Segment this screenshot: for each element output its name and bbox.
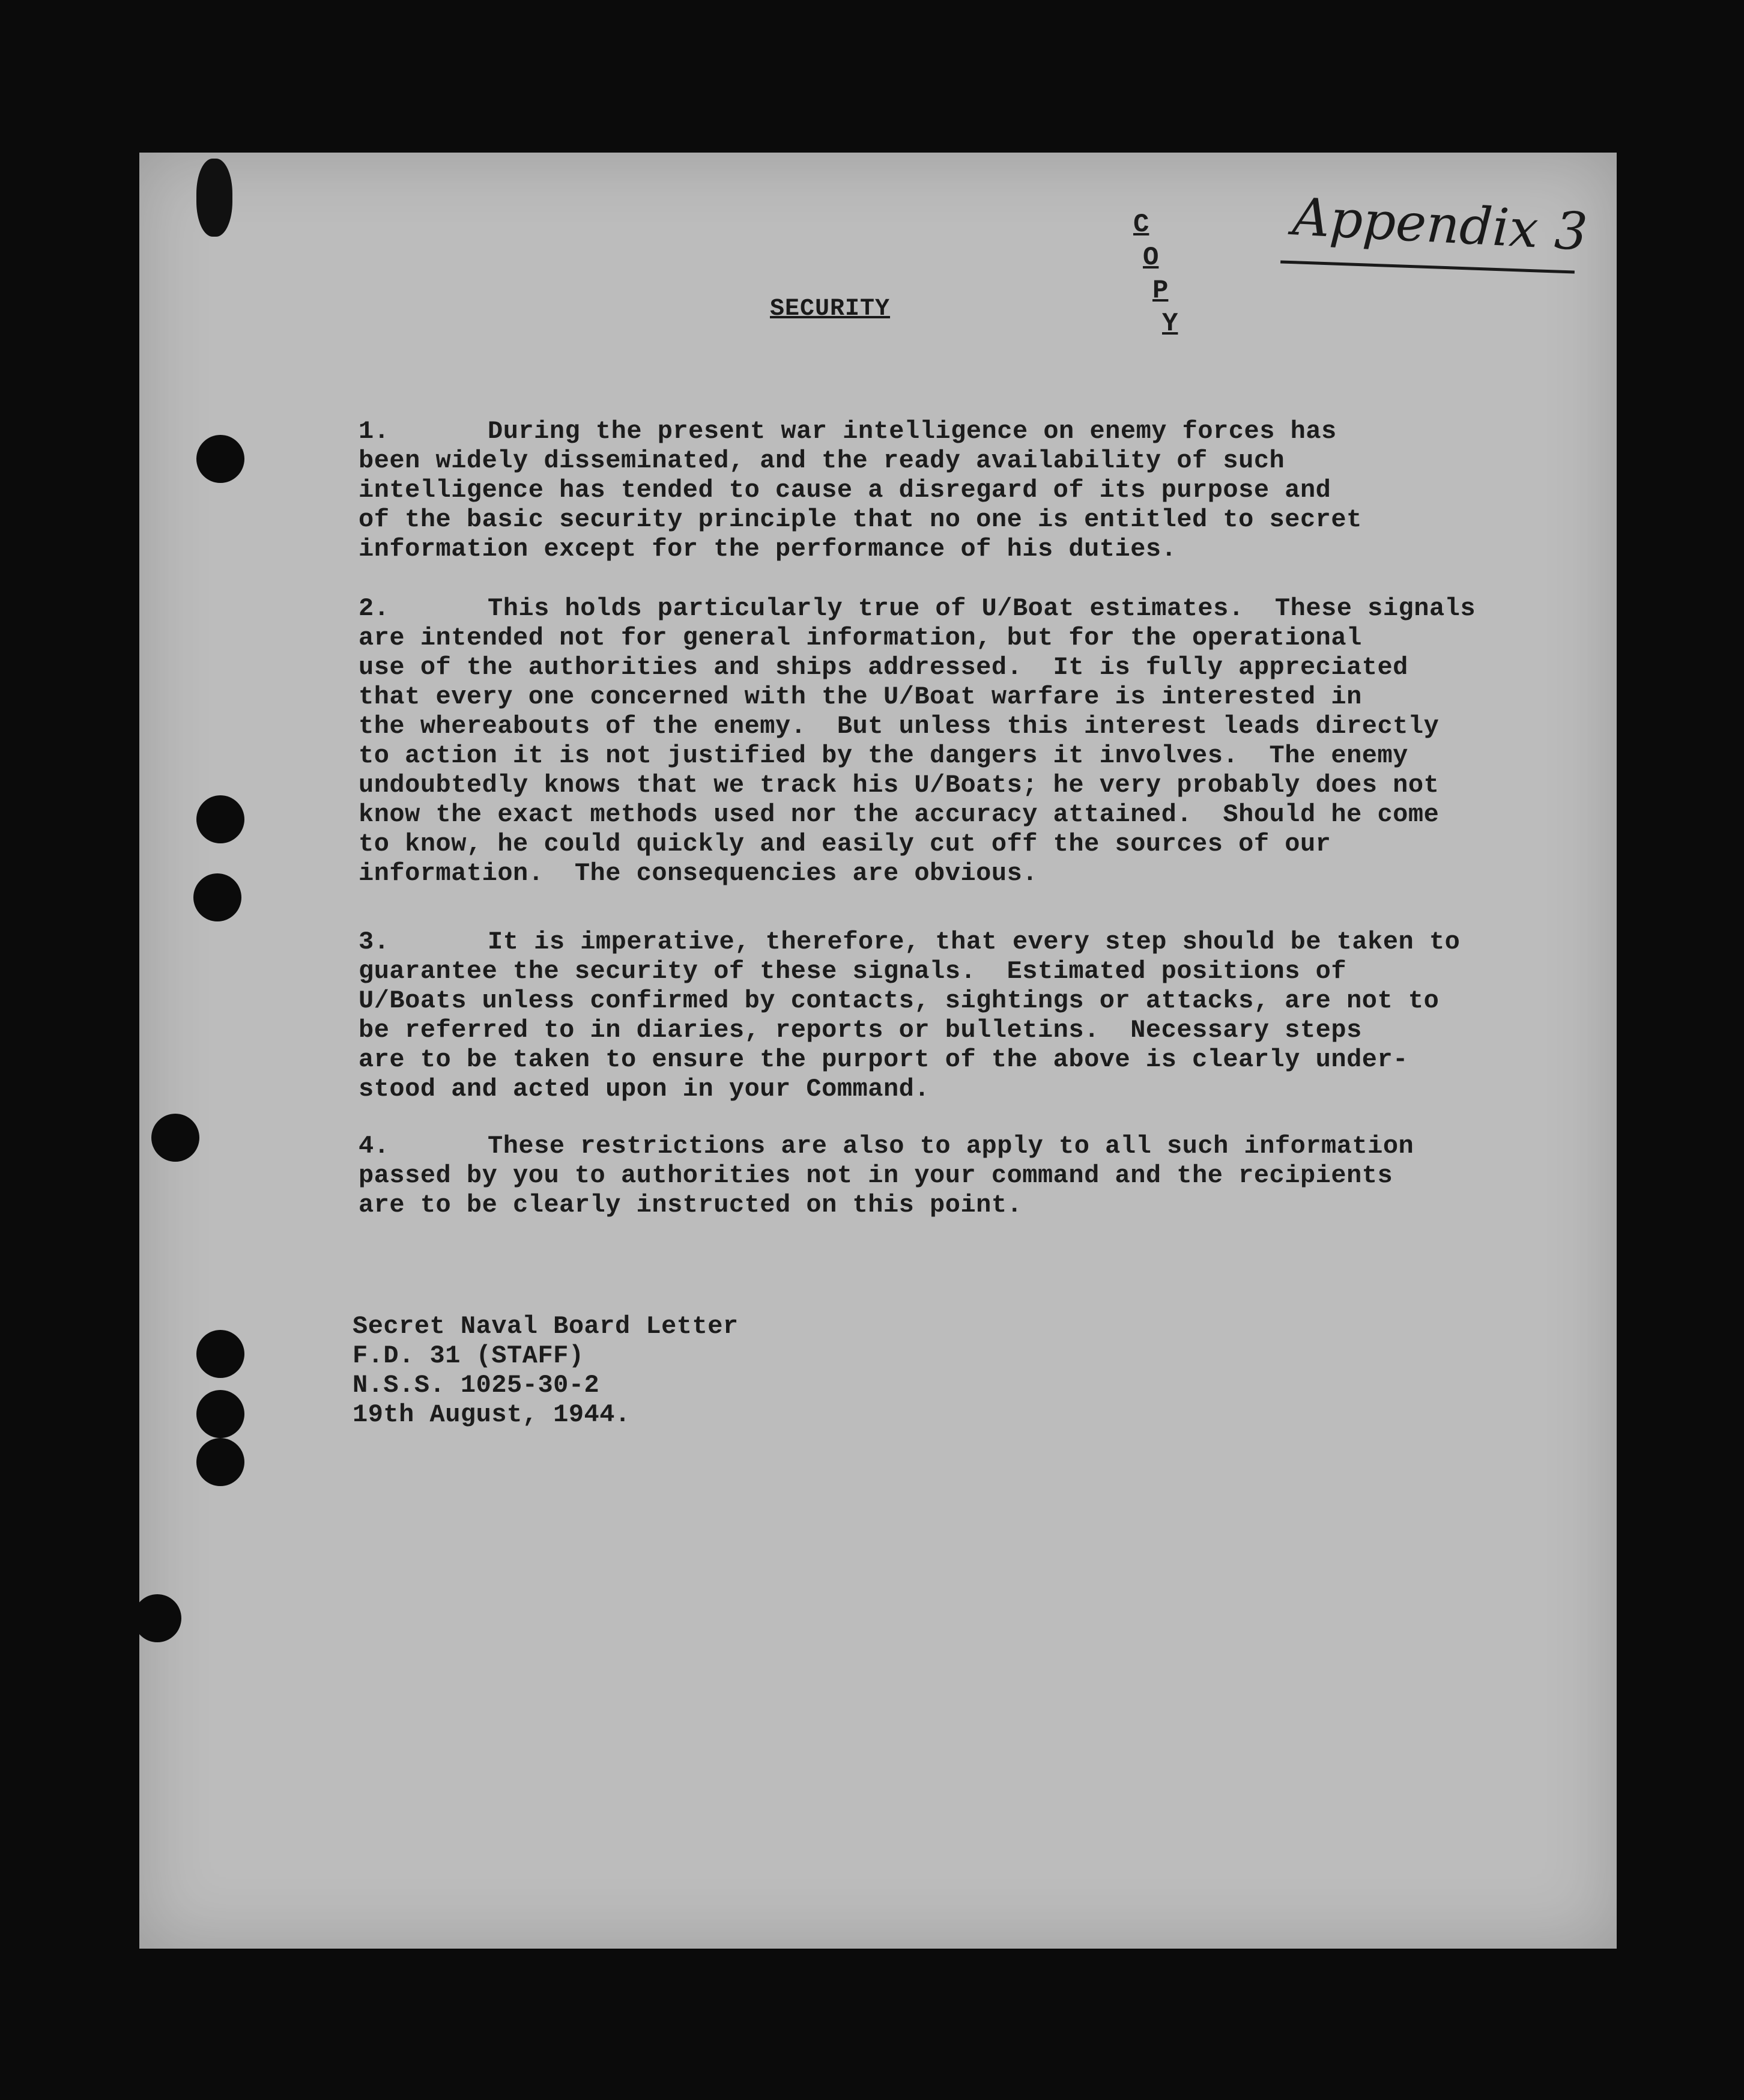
text-line: of the basic security principle that no one is entitled to secret — [359, 505, 1362, 534]
line-text: During the present war intelligence on enemy forces has — [488, 417, 1337, 446]
text-line: intelligence has tended to cause a disregard of its purpose and — [359, 476, 1331, 505]
line-text: These restrictions are also to apply to all such information — [488, 1132, 1414, 1161]
copy-letter: O — [1143, 243, 1159, 273]
text-line — [359, 927, 1460, 957]
punch-hole — [196, 1390, 244, 1438]
text-line: been widely disseminated, and the ready availability of such — [359, 446, 1285, 475]
paragraph-4 — [359, 1132, 1414, 1220]
line-text: It is imperative, therefore, that every step should be taken to — [488, 927, 1461, 956]
line-text: This holds particularly true of U/Boat estimates. These signals — [488, 594, 1476, 623]
text-line: are intended not for general information, but for the operational — [359, 624, 1362, 652]
text-line: be referred to in diaries, reports or bulletins. Necessary steps — [359, 1016, 1362, 1045]
copy-letter: P — [1152, 276, 1169, 306]
text-line: are to be taken to ensure the purport of the above is clearly under- — [359, 1045, 1408, 1074]
text-line: U/Boats unless confirmed by contacts, sightings or attacks, are not to — [359, 986, 1440, 1015]
text-line — [359, 417, 1362, 446]
text-line: know the exact methods used nor the accuracy attained. Should he come — [359, 800, 1440, 829]
punch-hole — [196, 1438, 244, 1486]
copy-letter: Y — [1162, 309, 1178, 339]
annotation-text: Appendix 3 — [1291, 187, 1589, 262]
text-line: are to be clearly instructed on this point. — [359, 1191, 1023, 1219]
text-line: information except for the performance of his duties. — [359, 535, 1177, 563]
punch-notch — [196, 159, 232, 237]
annotation-underline — [1280, 260, 1575, 273]
text-line: undoubtedly knows that we track his U/Boats; he very probably does not — [359, 771, 1440, 800]
text-line — [359, 1132, 1414, 1161]
text-line: guarantee the security of these signals. Estimated positions of — [359, 957, 1347, 986]
handwritten-annotation — [1280, 189, 1593, 285]
text-line: the whereabouts of the enemy. But unless this interest leads directly — [359, 712, 1440, 741]
punch-hole — [139, 1594, 181, 1642]
reference-line: 19th August, 1944. — [353, 1400, 631, 1429]
paragraph-number: 3. — [359, 927, 390, 956]
copy-letter: C — [1133, 210, 1149, 240]
text-line: that every one concerned with the U/Boat warfare is interested in — [359, 682, 1362, 711]
document-page — [139, 153, 1617, 1949]
paragraph-3 — [359, 927, 1460, 1104]
reference-line: F.D. 31 (STAFF) — [353, 1341, 584, 1370]
text-line: passed by you to authorities not in your command and the recipients — [359, 1161, 1393, 1190]
paragraph-2 — [359, 594, 1476, 888]
reference-block — [353, 1312, 739, 1430]
paragraph-number: 4. — [359, 1132, 390, 1161]
text-line: stood and acted upon in your Command. — [359, 1075, 930, 1103]
paragraph-number: 2. — [359, 594, 390, 623]
paragraph-number: 1. — [359, 417, 390, 446]
punch-hole — [193, 873, 241, 921]
text-line: to action it is not justified by the dangers it involves. The enemy — [359, 741, 1408, 770]
reference-line: N.S.S. 1025-30-2 — [353, 1371, 600, 1400]
document-title: SECURITY — [770, 296, 891, 323]
text-line — [359, 594, 1476, 624]
text-line: use of the authorities and ships addressed. It is fully appreciated — [359, 653, 1408, 682]
punch-hole — [196, 435, 244, 483]
punch-hole — [151, 1114, 199, 1162]
punch-hole — [196, 795, 244, 843]
copy-stamp — [1133, 210, 1265, 390]
reference-line: Secret Naval Board Letter — [353, 1312, 739, 1341]
punch-hole — [196, 1330, 244, 1378]
paragraph-1 — [359, 417, 1362, 564]
text-line: information. The consequencies are obvious. — [359, 859, 1038, 888]
text-line: to know, he could quickly and easily cut off the sources of our — [359, 830, 1331, 858]
